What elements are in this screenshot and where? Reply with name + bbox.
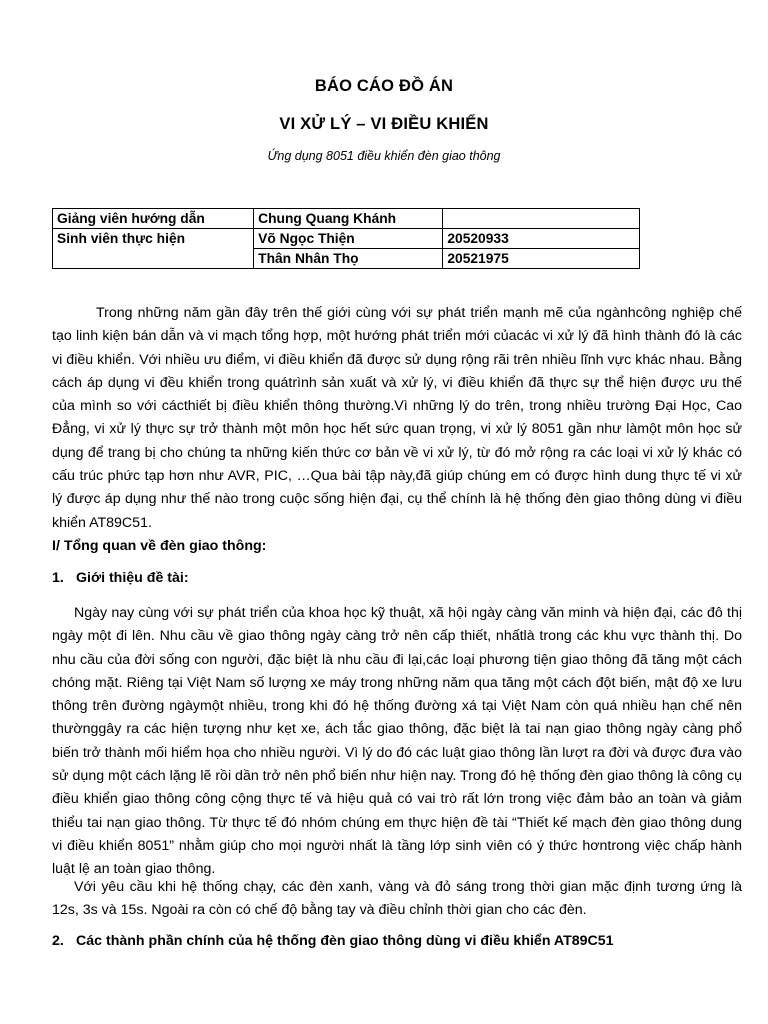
subsection-heading (52, 933, 614, 949)
table-cell-id: 20521975 (443, 249, 640, 269)
subsection-heading (52, 570, 189, 586)
body-paragraph: Với yêu cầu khi hệ thống chạy, các đèn xanh, vàng và đỏ sáng trong thời gian mặc định tương ứng là 12s, 3s và 15s. Ngoài ra còn có chế độ bằng tay và điều chỉnh thời gian cho các đèn. (52, 879, 742, 919)
subsection-title: Giới thiệu đề tài: (76, 570, 189, 586)
subsection-number: 2. (52, 933, 64, 949)
table-cell-id: 20520933 (443, 229, 640, 249)
table-cell-name: Chung Quang Khánh (254, 209, 443, 229)
course-title: VI XỬ LÝ – VI ĐIỀU KHIỂN (279, 115, 489, 133)
report-subtitle: Ứng dụng 8051 điều khiển đèn giao thông (267, 149, 501, 163)
report-title: BÁO CÁO ĐỒ ÁN (314, 77, 454, 95)
subsection-number: 1. (52, 570, 64, 586)
table-cell-name: Thân Nhân Thọ (254, 249, 443, 269)
table-cell-label: Giảng viên hướng dẫn (53, 209, 254, 229)
table-cell-id (443, 209, 640, 229)
section-heading: I/ Tổng quan về đèn giao thông: (52, 538, 267, 554)
info-table (52, 208, 640, 269)
table-cell-label: Sinh viên thực hiện (53, 229, 254, 249)
table-row (53, 209, 640, 229)
table-cell-label (53, 249, 254, 269)
intro-paragraph: Trong những năm gần đây trên thế giới cùng với sự phát triển mạnh mẽ của ngànhcông nghiệp chế tạo linh kiện bán dẫn và vi mạch tổng hợp, một hướng phát triển mới củacác vi xử lý đã hình thành đó là các vi điều khiển. Với nhiều ưu điểm, vi điều khiển đã được sử dụng rộng rãi trên nhiều lĩnh vực khác nhau. Bằng cách áp dụng vi đều khiển trong quátrình sản xuất và xử lý, vi điều khiển đã thực sự thể hiện được ưu thế của mình so với cácthiết bị điều khiển thông thường.Vì những lý do trên, trong nhiều trường Đại Học, Cao Đẳng, vi xử lý thực sự trở thành một môn học hết sức quan trọng, vi xử lý 8051 gần như làmột môn học sử dụng để trang bị cho chúng ta những kiến thức cơ bản về vi xử lý, từ đó mở rộng ra các loại vi xử lý khác có cấu trúc phức tạp hơn như AVR, PIC, …Qua bài tập này,đã giúp chúng em có được hình dung thực tế vi xử lý được áp dụng như thế nào trong cuộc sống hiện đại, cụ thể chính là hệ thống đèn giao thông dùng vi điều khiển AT89C51. (52, 305, 742, 531)
subsection-title: Các thành phần chính của hệ thống đèn giao thông dùng vi điều khiển AT89C51 (76, 933, 614, 949)
table-row (53, 229, 640, 249)
table-cell-name: Võ Ngọc Thiện (254, 229, 443, 249)
table-row (53, 249, 640, 269)
body-paragraph: Ngày nay cùng với sự phát triển của khoa học kỹ thuật, xã hội ngày càng văn minh và hiện đại, các đô thị ngày một đi lên. Nhu cầu về giao thông ngày càng trở nên cấp thiết, nhấtlà trong các khu vực thành thị. Do nhu cầu của đời sống con người, đặc biệt là nhu cầu đi lại,các loại phương tiện giao thông đã tăng một cách chóng mặt. Riêng tại Việt Nam số lượng xe máy trong những năm qua tăng một cách đột biến, mật độ xe lưu thông trên đường ngàymột nhiều, trong khi đó hệ thống đường xá tại Việt Nam còn quá nhiều hạn chế nên thườnggây ra các hiện tượng như kẹt xe, ách tắc giao thông, đặc biệt là tai nạn giao thông ngày càng phổ biến trở thành mối hiểm họa cho nhiều người. Vì lý do đó các luật giao thông lần lượt ra đời và được đưa vào sử dụng một cách lặng lẽ rồi dần trở nên phổ biến như hiện nay. Trong đó hệ thống đèn giao thông là công cụ điều khiển giao thông công cộng thực tế và hiệu quả có vai trò rất lớn trong việc đảm bảo an toàn và giảm thiểu tai nạn giao thông. Từ thực tế đó nhóm chúng em thực hiện đề tài “Thiết kế mạch đèn giao thông dung vi điều khiển 8051” nhằm giúp cho mọi người nhất là tầng lớp sinh viên có ý thức hơntrong việc chấp hành luật lệ an toàn giao thông. (52, 605, 742, 878)
